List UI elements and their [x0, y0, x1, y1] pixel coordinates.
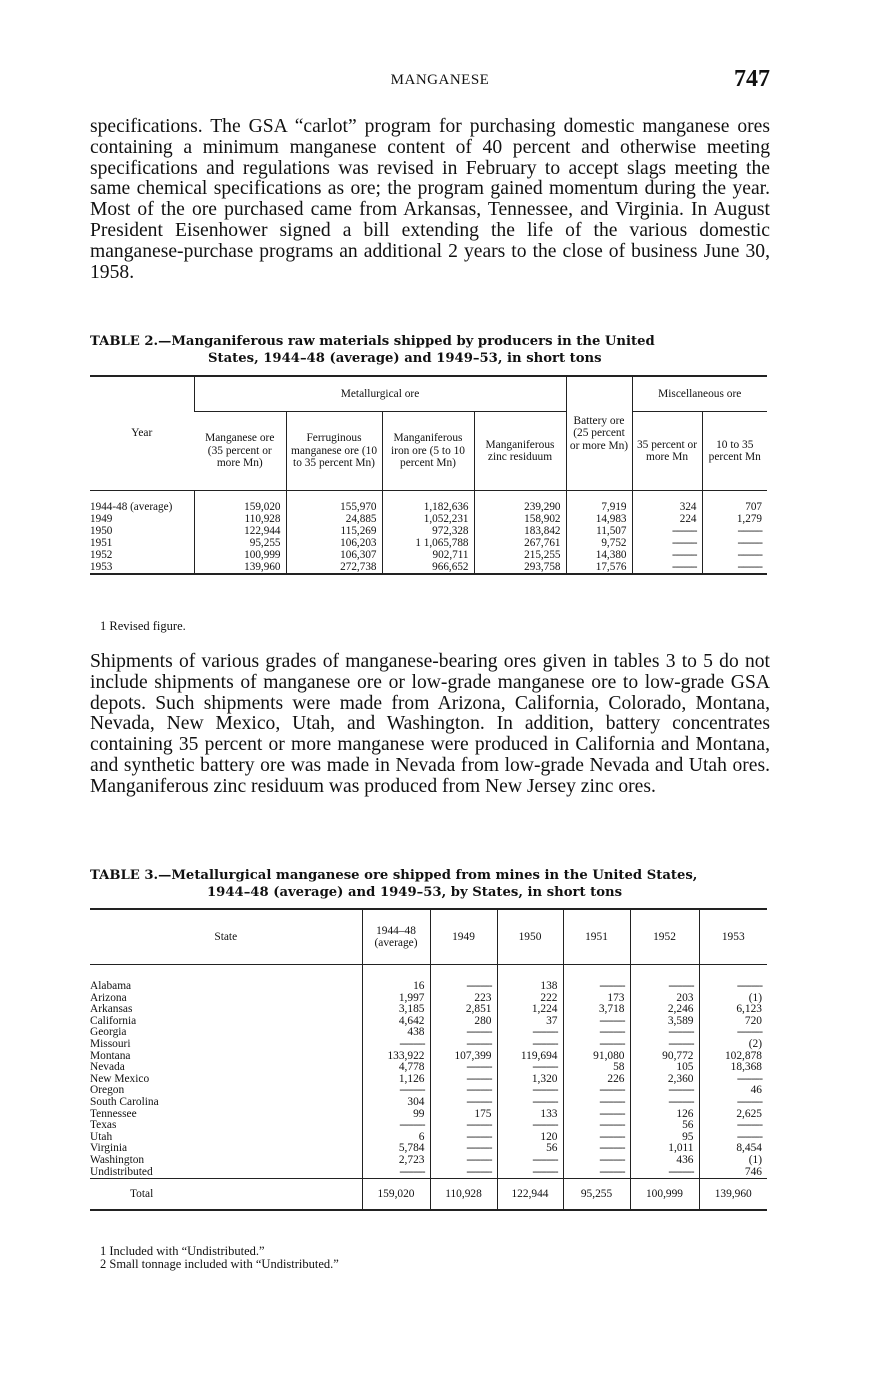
table-row: [90, 1143, 767, 1155]
table-cell: 215,255: [474, 549, 566, 561]
table-cell: [632, 537, 702, 549]
table-cell: 1,320: [497, 1074, 563, 1086]
table-row: [90, 561, 767, 574]
col-header-misc: Miscellaneous ore: [632, 376, 767, 412]
col-header-year: Year: [90, 376, 194, 491]
table-cell: 203: [630, 993, 699, 1005]
table-cell: 2,851: [430, 1004, 497, 1016]
empty-dash: ---------: [599, 1037, 625, 1050]
empty-dash: ---------: [737, 537, 762, 549]
table-row: [90, 1155, 767, 1167]
empty-dash: ---------: [668, 980, 694, 992]
table-cell: Missouri: [90, 1037, 131, 1050]
empty-dash: ---------: [466, 1119, 492, 1132]
empty-dash: ---------: [599, 1084, 625, 1097]
table-cell: 6,123: [699, 1004, 767, 1016]
table-cell: 1,279: [702, 513, 767, 525]
table-row: [90, 1074, 767, 1086]
table-cell: [699, 965, 767, 993]
table-3-caption-line2: 1944–48 (average) and 1949–53, by States, in short tons: [207, 885, 623, 900]
table-cell: 966,652: [382, 561, 474, 574]
empty-dash: ---------: [532, 1037, 558, 1050]
table-cell: 304: [362, 1097, 430, 1109]
table-cell: 226: [563, 1074, 630, 1086]
table-3-caption-line1: TABLE 3.—Metallurgical manganese ore shipped from mines in the United States,: [90, 868, 698, 883]
table-cell: 126: [630, 1109, 699, 1121]
table-2-footnote: 1 Revised figure.: [100, 619, 186, 633]
table-cell: 56: [497, 1143, 563, 1155]
table-cell: 293,758: [474, 561, 566, 574]
table-cell: Tennessee: [90, 1107, 137, 1120]
table-cell: [563, 965, 630, 993]
empty-dash: ---------: [532, 1119, 558, 1132]
table-total-row: [90, 1179, 767, 1210]
empty-dash: ---------: [599, 980, 625, 992]
table-cell: 6: [362, 1132, 430, 1144]
col-header-state: State: [90, 909, 362, 965]
table-row: [90, 513, 767, 525]
page-number: 747: [734, 66, 770, 92]
table-cell: 107,399: [430, 1051, 497, 1063]
table-cell: 1,182,636: [382, 491, 474, 514]
empty-dash: ---------: [466, 1130, 492, 1143]
empty-dash: ---------: [671, 549, 697, 561]
table-cell: Utah: [90, 1130, 113, 1143]
table-row: [90, 1051, 767, 1063]
table-cell: 1949: [90, 513, 113, 525]
empty-dash: ---------: [736, 1095, 762, 1108]
table-cell: 46: [699, 1085, 767, 1097]
table-cell: [630, 1039, 699, 1051]
table-cell: 1 1,065,788: [382, 537, 474, 549]
empty-dash: ---------: [599, 1014, 625, 1027]
table-row: [90, 549, 767, 561]
table-cell: (1): [699, 1155, 767, 1167]
empty-dash: ---------: [466, 980, 492, 992]
table-cell: 2,723: [362, 1155, 430, 1167]
table-cell: 106,307: [286, 549, 382, 561]
table-2-caption-line2: States, 1944–48 (average) and 1949–53, in short tons: [208, 351, 602, 366]
table-cell: 106,203: [286, 537, 382, 549]
table-cell: 24,885: [286, 513, 382, 525]
table-2-caption: [90, 333, 770, 367]
empty-dash: ---------: [668, 1037, 694, 1050]
table-cell: 267,761: [474, 537, 566, 549]
table-cell: [632, 525, 702, 537]
table-cell: 1,997: [362, 993, 430, 1005]
table-3: [90, 908, 767, 1211]
table-2: [90, 375, 767, 575]
running-title: MANGANESE: [390, 72, 490, 88]
empty-dash: ---------: [668, 1165, 694, 1178]
table-cell: [362, 1039, 430, 1051]
table-cell: Undistributed: [90, 1165, 153, 1178]
table-cell: 120: [497, 1132, 563, 1144]
empty-dash: ---------: [466, 1142, 492, 1155]
table-cell: 17,576: [566, 561, 632, 574]
table-cell: 14,380: [566, 549, 632, 561]
table-row: [90, 1120, 767, 1132]
col-header-1951: 1951: [563, 909, 630, 965]
table-2-caption-line1: TABLE 2.—Manganiferous raw materials shipped by producers in the United: [90, 334, 655, 349]
table-cell: 110,928: [430, 1179, 497, 1210]
table-cell: [563, 1167, 630, 1179]
table-cell: 95,255: [563, 1179, 630, 1210]
table-cell: [497, 1039, 563, 1051]
table-cell: 91,080: [563, 1051, 630, 1063]
table-cell: [497, 1120, 563, 1132]
table-cell: 183,842: [474, 525, 566, 537]
empty-dash: ---------: [671, 561, 697, 573]
table-cell: 122,944: [497, 1179, 563, 1210]
page-header: [0, 66, 880, 96]
table-cell: 133,922: [362, 1051, 430, 1063]
table-cell: South Carolina: [90, 1095, 159, 1108]
empty-dash: ---------: [736, 980, 762, 992]
table-cell: 139,960: [194, 561, 286, 574]
table-cell: 324: [632, 491, 702, 514]
table-cell: 972,328: [382, 525, 474, 537]
table-row: [90, 525, 767, 537]
table-cell: [702, 549, 767, 561]
table-cell: [699, 1097, 767, 1109]
empty-dash: ---------: [466, 1153, 492, 1166]
table-2-body: [90, 491, 767, 575]
table-row: [90, 1097, 767, 1109]
table-cell: 9,752: [566, 537, 632, 549]
table-cell: 222: [497, 993, 563, 1005]
table-cell: 102,878: [699, 1051, 767, 1063]
empty-dash: ---------: [599, 1165, 625, 1178]
table-cell: Oregon: [90, 1084, 125, 1097]
col-header-ferruginous: Ferruginous manganese ore (10 to 35 percent Mn): [286, 412, 382, 491]
empty-dash: ---------: [599, 1095, 625, 1108]
empty-dash: ---------: [599, 1026, 625, 1039]
table-cell: 1952: [90, 549, 113, 561]
table-cell: Virginia: [90, 1142, 128, 1155]
table-cell: Arkansas: [90, 1003, 133, 1016]
table-cell: 58: [563, 1062, 630, 1074]
table-cell: 139,960: [699, 1179, 767, 1210]
table-cell: [630, 965, 699, 993]
table-cell: 438: [362, 1027, 430, 1039]
empty-dash: ---------: [671, 537, 697, 549]
empty-dash: ---------: [399, 1165, 425, 1178]
table-row: [90, 491, 767, 514]
empty-dash: ---------: [737, 561, 762, 573]
table-cell: Arizona: [90, 991, 127, 1004]
table-cell: 133: [497, 1109, 563, 1121]
empty-dash: ---------: [532, 1153, 558, 1166]
table-cell: (1): [699, 993, 767, 1005]
table-cell: [497, 1062, 563, 1074]
table-cell: 720: [699, 1016, 767, 1028]
empty-dash: ---------: [668, 1026, 694, 1039]
empty-dash: ---------: [466, 1061, 492, 1074]
table-cell: [563, 1039, 630, 1051]
table-row: [90, 1132, 767, 1144]
table-cell: 1,224: [497, 1004, 563, 1016]
table-cell: 4,778: [362, 1062, 430, 1074]
empty-dash: ---------: [599, 1119, 625, 1132]
table-cell: Alabama: [90, 980, 132, 992]
table-cell: [430, 1097, 497, 1109]
empty-dash: ---------: [466, 1095, 492, 1108]
table-cell: [630, 1097, 699, 1109]
table-cell: 1953: [90, 561, 113, 573]
paragraph-1: specifications. The GSA “carlot” program for purchasing domestic manganese ores containing a minimum manganese content of 40 percent and otherwise meeting specifications and regulations was revised in February to accept slags meeting the same chemical specifications as ore; the program gained momentum during the year. Most of the ore purchased came from Arkansas, Tennessee, and Virginia. In August President Eisenhower signed a bill extending the life of the various domestic manganese-purchase programs an additional 2 years to the close of business June 30, 1958.: [90, 116, 770, 283]
table-cell: 105: [630, 1062, 699, 1074]
table-cell: 95: [630, 1132, 699, 1144]
col-header-1952: 1952: [630, 909, 699, 965]
empty-dash: ---------: [532, 1061, 558, 1074]
empty-dash: ---------: [466, 1084, 492, 1097]
table-cell: 2,625: [699, 1109, 767, 1121]
table-row: [90, 537, 767, 549]
table-row: [90, 1167, 767, 1179]
table-cell: 115,269: [286, 525, 382, 537]
table-cell: New Mexico: [90, 1072, 150, 1085]
table-cell: (2): [699, 1039, 767, 1051]
table-cell: 119,694: [497, 1051, 563, 1063]
table-cell: [430, 1167, 497, 1179]
table-cell: 746: [699, 1167, 767, 1179]
empty-dash: ---------: [599, 1130, 625, 1143]
table-row: [90, 1085, 767, 1097]
empty-dash: ---------: [466, 1165, 492, 1178]
table-cell: [430, 1039, 497, 1051]
table-cell: 3,185: [362, 1004, 430, 1016]
table-cell: 223: [430, 993, 497, 1005]
table-cell: [702, 525, 767, 537]
table-cell: 5,784: [362, 1143, 430, 1155]
table-cell: [632, 561, 702, 574]
table-cell: 1951: [90, 537, 113, 549]
empty-dash: ---------: [532, 1026, 558, 1039]
empty-dash: ---------: [599, 1142, 625, 1155]
col-header-battery: Battery ore (25 percent or more Mn): [566, 376, 632, 491]
empty-dash: ---------: [466, 1026, 492, 1039]
col-header-1953: 1953: [699, 909, 767, 965]
empty-dash: ---------: [399, 1037, 425, 1050]
table-cell: 155,970: [286, 491, 382, 514]
table-cell: 122,944: [194, 525, 286, 537]
table-row: [90, 1016, 767, 1028]
table-cell: [702, 537, 767, 549]
empty-dash: ---------: [599, 1107, 625, 1120]
table-cell: 95,255: [194, 537, 286, 549]
empty-dash: ---------: [399, 1084, 425, 1097]
table-cell: 14,983: [566, 513, 632, 525]
table-cell: California: [90, 1014, 137, 1027]
table-cell: Georgia: [90, 1026, 127, 1039]
table-cell: 100,999: [630, 1179, 699, 1210]
table-cell: Nevada: [90, 1061, 125, 1074]
table-cell: [362, 1167, 430, 1179]
col-header-metallurgical: Metallurgical ore: [194, 376, 566, 412]
table-cell: 272,738: [286, 561, 382, 574]
table-row: [90, 965, 767, 993]
table-cell: 175: [430, 1109, 497, 1121]
table-cell: 3,589: [630, 1016, 699, 1028]
empty-dash: ---------: [466, 1072, 492, 1085]
table-cell: 37: [497, 1016, 563, 1028]
col-header-misc-35: 35 percent or more Mn: [632, 412, 702, 491]
col-header-mn-iron: Manganiferous iron ore (5 to 10 percent Mn): [382, 412, 474, 491]
table-cell: 280: [430, 1016, 497, 1028]
table-cell: [430, 965, 497, 993]
table-cell: 110,928: [194, 513, 286, 525]
table-cell: 902,711: [382, 549, 474, 561]
table-cell: 56: [630, 1120, 699, 1132]
table-cell: 239,290: [474, 491, 566, 514]
col-header-avg: 1944–48 (average): [362, 909, 430, 965]
table-cell: 99: [362, 1109, 430, 1121]
table-row: [90, 1039, 767, 1051]
table-cell: 100,999: [194, 549, 286, 561]
table-cell: [497, 1097, 563, 1109]
empty-dash: ---------: [736, 1026, 762, 1039]
table-cell: Total: [90, 1179, 362, 1210]
table-cell: 158,902: [474, 513, 566, 525]
empty-dash: ---------: [466, 1037, 492, 1050]
table-3-footnote-1: 1 Included with “Undistributed.”: [100, 1244, 265, 1258]
table-cell: 3,718: [563, 1004, 630, 1016]
empty-dash: ---------: [668, 1084, 694, 1097]
table-cell: 1,126: [362, 1074, 430, 1086]
table-cell: 1944-48 (average): [90, 501, 173, 513]
table-cell: 7,919: [566, 491, 632, 514]
empty-dash: ---------: [737, 525, 762, 537]
table-cell: Washington: [90, 1153, 145, 1166]
table-3-body: [90, 965, 767, 1210]
table-cell: 138: [497, 965, 563, 993]
empty-dash: ---------: [532, 1165, 558, 1178]
empty-dash: ---------: [671, 525, 697, 537]
empty-dash: ---------: [736, 1119, 762, 1132]
table-cell: 90,772: [630, 1051, 699, 1063]
table-3-caption: [90, 867, 770, 901]
table-row: [90, 1062, 767, 1074]
empty-dash: ---------: [736, 1130, 762, 1143]
col-header-mn-ore: Manganese ore (35 percent or more Mn): [194, 412, 286, 491]
table-cell: 18,368: [699, 1062, 767, 1074]
table-cell: 4,642: [362, 1016, 430, 1028]
empty-dash: ---------: [399, 1119, 425, 1132]
table-cell: 1,011: [630, 1143, 699, 1155]
table-cell: 436: [630, 1155, 699, 1167]
col-header-misc-10: 10 to 35 percent Mn: [702, 412, 767, 491]
empty-dash: ---------: [737, 549, 762, 561]
table-cell: [362, 1120, 430, 1132]
table-3-footnote-2: 2 Small tonnage included with “Undistributed.”: [100, 1257, 339, 1271]
table-row: [90, 1004, 767, 1016]
table-cell: [632, 549, 702, 561]
table-row: [90, 993, 767, 1005]
table-cell: 159,020: [362, 1179, 430, 1210]
table-cell: Montana: [90, 1049, 131, 1062]
empty-dash: ---------: [532, 1095, 558, 1108]
table-cell: 11,507: [566, 525, 632, 537]
table-row: [90, 1109, 767, 1121]
table-cell: [497, 1167, 563, 1179]
empty-dash: ---------: [599, 1153, 625, 1166]
table-cell: 2,360: [630, 1074, 699, 1086]
table-row: [90, 1027, 767, 1039]
empty-dash: ---------: [532, 1084, 558, 1097]
empty-dash: ---------: [736, 1072, 762, 1085]
table-cell: 159,020: [194, 491, 286, 514]
col-header-1950: 1950: [497, 909, 563, 965]
table-cell: 173: [563, 993, 630, 1005]
paragraph-2: Shipments of various grades of manganese-bearing ores given in tables 3 to 5 do not include shipments of manganese ore or low-grade manganese ore to low-grade GSA depots. Such shipments were made from Arizona, California, Colorado, Montana, Nevada, New Mexico, Utah, and Washington. In addition, battery concentrates containing 35 percent or more manganese were produced in California and Montana, and synthetic battery ore was made in Nevada from low-grade Nevada and Utah ores. Manganiferous zinc residuum was produced from New Jersey zinc ores.: [90, 651, 770, 797]
table-cell: 2,246: [630, 1004, 699, 1016]
table-cell: 707: [702, 491, 767, 514]
table-cell: [702, 561, 767, 574]
table-cell: 8,454: [699, 1143, 767, 1155]
table-cell: 16: [362, 965, 430, 993]
table-cell: 1,052,231: [382, 513, 474, 525]
col-header-zinc-residuum: Manganiferous zinc residuum: [474, 412, 566, 491]
table-cell: [630, 1167, 699, 1179]
table-cell: 1950: [90, 525, 113, 537]
table-cell: Texas: [90, 1119, 117, 1132]
table-cell: 224: [632, 513, 702, 525]
empty-dash: ---------: [668, 1095, 694, 1108]
col-header-1949: 1949: [430, 909, 497, 965]
